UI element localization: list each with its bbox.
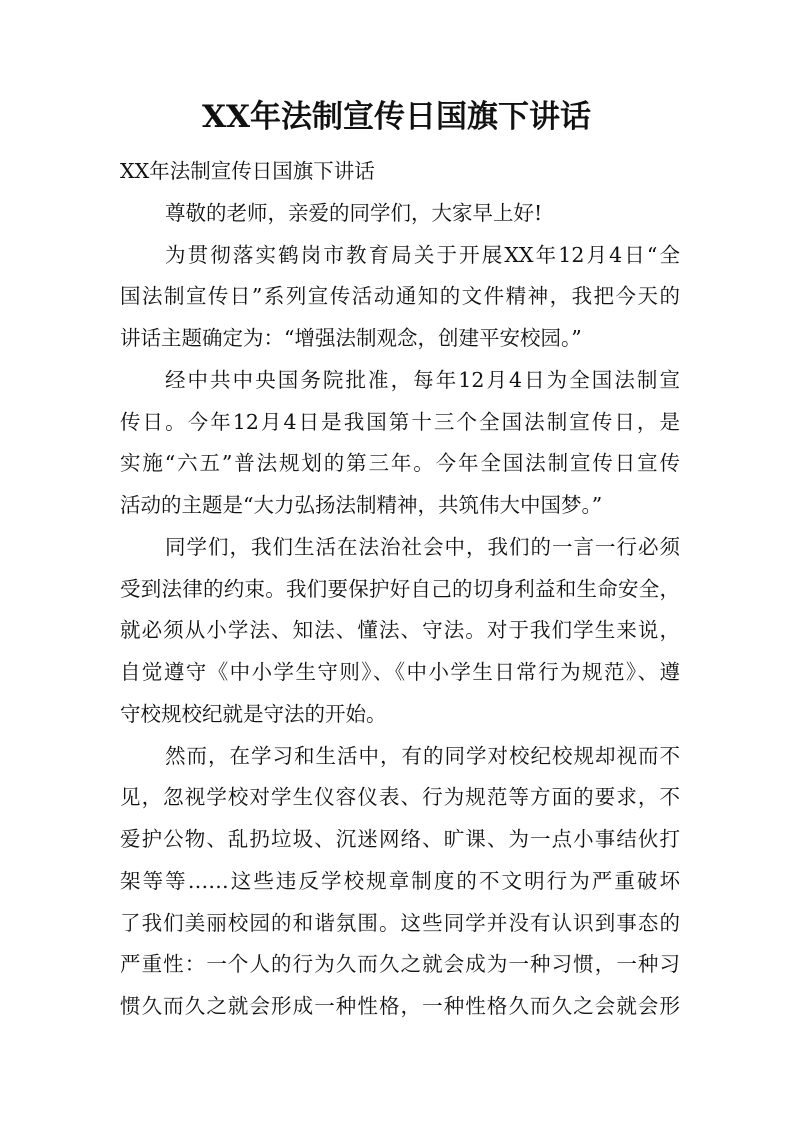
text-line: 然而，在学习和生活中，有的同学对校纪校规却视而不: [165, 743, 680, 768]
text-line: XX年法制宣传日国旗下讲话: [120, 159, 375, 183]
text-line: 受到法律的约束。我们要保护好自己的切身利益和生命安全，: [120, 576, 680, 601]
paragraph: [120, 736, 680, 1028]
text-line: 自觉遵守《中小学生守则》、《中小学生日常行为规范》、遵: [120, 660, 680, 684]
text-line: 见，忽视学校对学生仪容仪表、行为规范等方面的要求，不: [120, 785, 680, 810]
paragraph: [120, 235, 680, 360]
text-line: 就必须从小学法、知法、懂法、守法。对于我们学生来说，: [120, 618, 680, 643]
paragraph: [120, 527, 680, 736]
text-line: 经中共中央国务院批准，每年12月4日为全国法制宣: [165, 367, 680, 392]
text-line: 活动的主题是“大力弘扬法制精神，共筑伟大中国梦。”: [120, 493, 603, 517]
text-line: 守校规校纪就是守法的开始。: [120, 701, 387, 726]
text-line: 讲话主题确定为：“增强法制观念，创建平安校园。”: [120, 326, 582, 350]
text-line: 同学们，我们生活在法治社会中，我们的一言一行必须: [165, 534, 680, 559]
text-line: 严重性：一个人的行为久而久之就会成为一种习惯，一种习: [120, 952, 680, 977]
text-line: 传日。今年12月4日是我国第十三个全国法制宣传日，是: [120, 409, 680, 434]
document-body: [120, 151, 680, 1028]
text-line: 国法制宣传日”系列宣传活动通知的文件精神，我把今天的: [120, 284, 680, 309]
paragraph: [120, 360, 680, 527]
text-line: 惯久而久之就会形成一种性格，一种性格久而久之会就会形: [120, 994, 680, 1018]
document-title: XX年法制宣传日国旗下讲话: [201, 99, 592, 135]
text-line: 架等等……这些违反学校规章制度的不文明行为严重破坏: [120, 868, 680, 893]
paragraph: [120, 193, 680, 235]
text-line: 实施“六五”普法规划的第三年。今年全国法制宣传日宣传: [120, 451, 680, 476]
text-line: 爱护公物、乱扔垃圾、沉迷网络、旷课、为一点小事结伙打: [120, 827, 680, 851]
text-line: 尊敬的老师，亲爱的同学们，大家早上好!: [165, 200, 543, 225]
text-line: 为贯彻落实鹤岗市教育局关于开展XX年12月4日“全: [165, 242, 680, 267]
paragraph: [120, 151, 680, 193]
text-line: 了我们美丽校园的和谐氛围。这些同学并没有认识到事态的: [120, 910, 680, 935]
